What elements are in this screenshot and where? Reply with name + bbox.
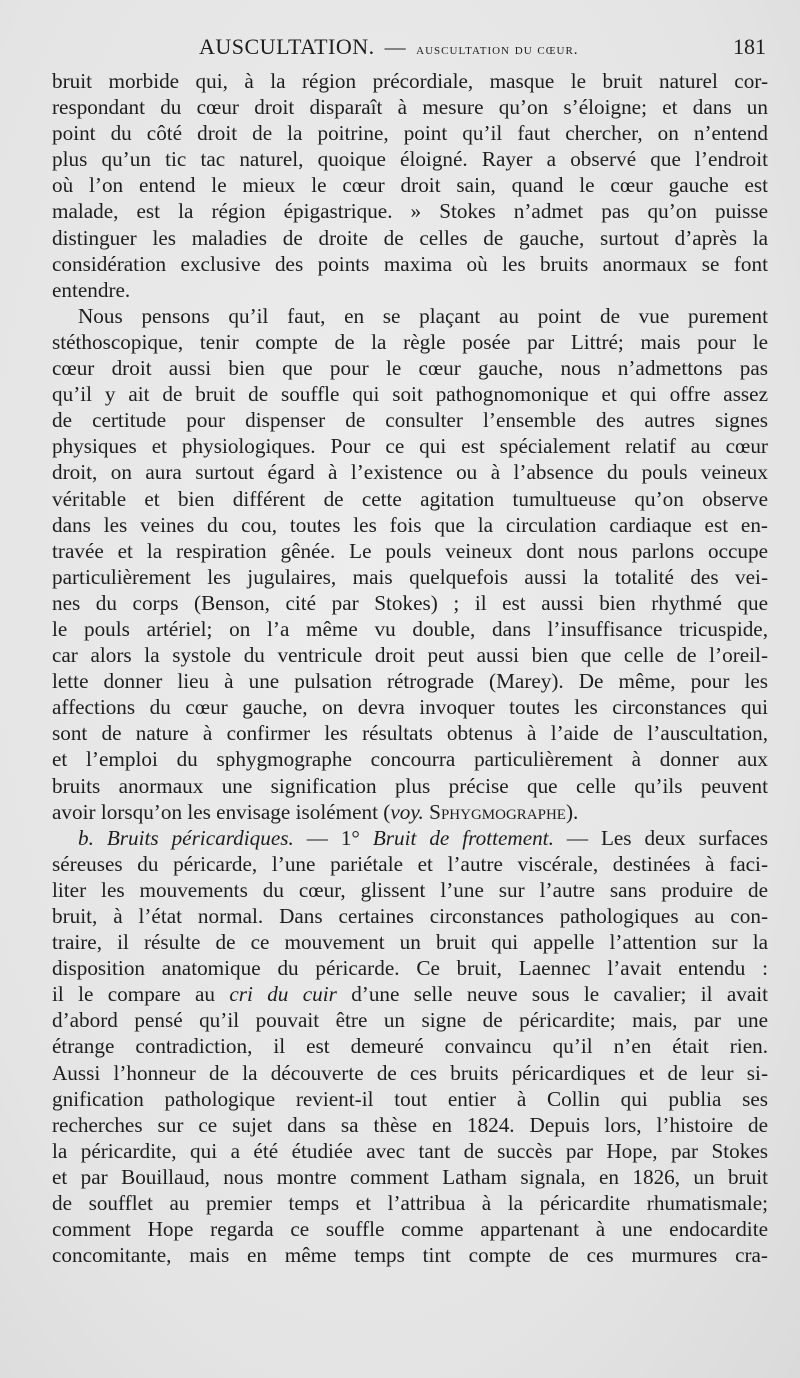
section-heading-line	[52, 825, 768, 851]
text-line: point du côté droit de la poitrine, point qu’il faut chercher, on n’entend	[52, 121, 768, 146]
text-line: bruit morbide qui, à la région précordiale, masque le bruit naturel cor-	[52, 69, 768, 93]
text-line: gnification pathologique revient-il tout entier à Collin qui publia ses	[52, 1086, 768, 1111]
text-line: bruits anormaux une signification plus précise que celle qu’ils peuvent	[52, 773, 768, 798]
text-fragment: — 1°	[293, 825, 373, 850]
text-fragment: — Les deux surfaces	[553, 825, 768, 850]
text-line: traire, il résulte de ce mouvement un bruit qui appelle l’attention sur la	[52, 930, 768, 955]
text-line: affections du cœur gauche, on devra invoquer toutes les circonstances qui	[52, 695, 768, 720]
text-line: et l’emploi du sphygmographe concourra particulièrement à donner aux	[52, 747, 768, 772]
voy-abbreviation: voy.	[390, 799, 424, 824]
running-title	[199, 34, 579, 60]
text-fragment: avoir lorsqu’on les envisage isolément (	[52, 799, 391, 824]
body-text	[52, 68, 768, 1268]
text-line: séreuses du péricarde, l’une pariétale et l’autre viscérale, destinées à faci-	[52, 851, 768, 876]
text-line: travée et la respiration gênée. Le pouls veineux dont nous parlons occupe	[52, 538, 768, 563]
text-fragment: ).	[565, 799, 579, 824]
subsection-title-bruit-de-frottement: Bruit de frottement.	[372, 825, 554, 850]
text-line: nes du corps (Benson, cité par Stokes) ; il est aussi bien rhythmé que	[52, 590, 768, 615]
text-line: comment Hope regarda ce souffle comme appartenant à une endocardite	[52, 1217, 768, 1242]
text-line: car alors la systole du ventricule droit peut aussi bien que celle de l’oreil-	[52, 643, 768, 668]
text-line: entendre.	[52, 277, 131, 302]
text-line: qu’il y ait de bruit de souffle qui soit pathognomonique et qui offre assez	[52, 382, 768, 407]
text-line: bruit, à l’état normal. Dans certaines circonstances pathologiques au con-	[52, 904, 768, 928]
text-line: la péricardite, qui a été étudiée avec tant de succès par Hope, par Stokes	[52, 1138, 768, 1163]
section-title-bruits-pericardiques: b. Bruits péricardiques.	[78, 825, 294, 850]
text-line: considération exclusive des points maxima où les bruits anormaux se font	[52, 251, 768, 276]
italic-cri-du-cuir: cri du cuir	[229, 982, 337, 1007]
text-line: respondant du cœur droit disparaît à mesure qu’on s’éloigne; et dans un	[52, 95, 768, 120]
text-line: particulièrement les jugulaires, mais quelquefois aussi la totalité des vei-	[52, 564, 768, 589]
text-line: Aussi l’honneur de la découverte de ces bruits péricardiques et de leur si-	[52, 1060, 768, 1085]
running-title-dash: —	[384, 35, 407, 59]
text-line: malade, est la région épigastrique. » Stokes n’admet pas qu’on puisse	[52, 199, 768, 224]
page-number: 181	[733, 34, 766, 59]
text-line: plus qu’un tic tac naturel, quoique éloigné. Rayer a observé que l’endroit	[52, 147, 768, 172]
running-title-sub: auscultation du cœur.	[416, 42, 579, 58]
text-line: recherches sur ce sujet dans sa thèse en 1824. Depuis lors, l’histoire de	[52, 1112, 768, 1137]
text-line: lette donner lieu à une pulsation rétrograde (Marey). De même, pour les	[52, 669, 768, 694]
text-fragment: d’une selle neuve sous le cavalier; il avait	[336, 982, 768, 1007]
text-line: de certitude pour dispenser de consulter l’ensemble des autres signes	[52, 408, 768, 433]
text-line: étrange contradiction, il est demeuré convaincu qu’il n’en était rien.	[52, 1034, 768, 1059]
text-line: distinguer les maladies de droite de celles de gauche, surtout d’après la	[52, 225, 768, 250]
text-line: droit, on aura surtout égard à l’existence ou à l’absence du pouls veineux	[52, 460, 768, 485]
text-line: véritable et bien différent de cette agitation tumultueuse qu’on observe	[52, 486, 768, 511]
text-line: le pouls artériel; on l’a même vu double, dans l’insuffisance tricuspide,	[52, 616, 768, 641]
text-line: disposition anatomique du péricarde. Ce bruit, Laennec l’avait entendu :	[52, 956, 768, 981]
text-line: concomitante, mais en même temps tint compte de ces murmures cra-	[52, 1243, 768, 1268]
text-line: où l’on entend le mieux le cœur droit sain, quand le cœur gauche est	[52, 173, 768, 198]
text-line: dans les veines du cou, toutes les fois que la circulation cardiaque est en-	[52, 512, 768, 537]
text-line: de soufflet au premier temps et l’attribua à la péricardite rhumatismale;	[52, 1191, 768, 1216]
text-line: cœur droit aussi bien que pour le cœur gauche, nous n’admettons pas	[52, 356, 768, 381]
text-line: stéthoscopique, tenir compte de la règle posée par Littré; mais pour le	[52, 329, 768, 354]
text-fragment: il le compare au	[52, 982, 230, 1007]
text-line: sont de nature à confirmer les résultats obtenus à l’aide de l’auscultation,	[52, 721, 768, 746]
paragraph-start-line: Nous pensons qu’il faut, en se plaçant au point de vue purement	[78, 303, 768, 328]
running-title-main: AUSCULTATION.	[199, 34, 375, 59]
page-header	[52, 34, 766, 64]
text-line: physiques et physiologiques. Pour ce qui est spécialement relatif au cœur	[52, 434, 768, 459]
cross-reference-sphygmographe: Sphygmographe	[429, 799, 566, 824]
text-line-cri-du-cuir	[52, 981, 768, 1007]
text-line: et par Bouillaud, nous montre comment Latham signala, en 1826, un bruit	[52, 1164, 768, 1189]
text-line: d’abord pensé qu’il pouvait être un signe de péricardite; mais, par une	[52, 1008, 768, 1033]
text-line: liter les mouvements du cœur, glissent l’une sur l’autre sans produire de	[52, 877, 768, 902]
text-line-sphygmographe-reference	[52, 799, 768, 825]
